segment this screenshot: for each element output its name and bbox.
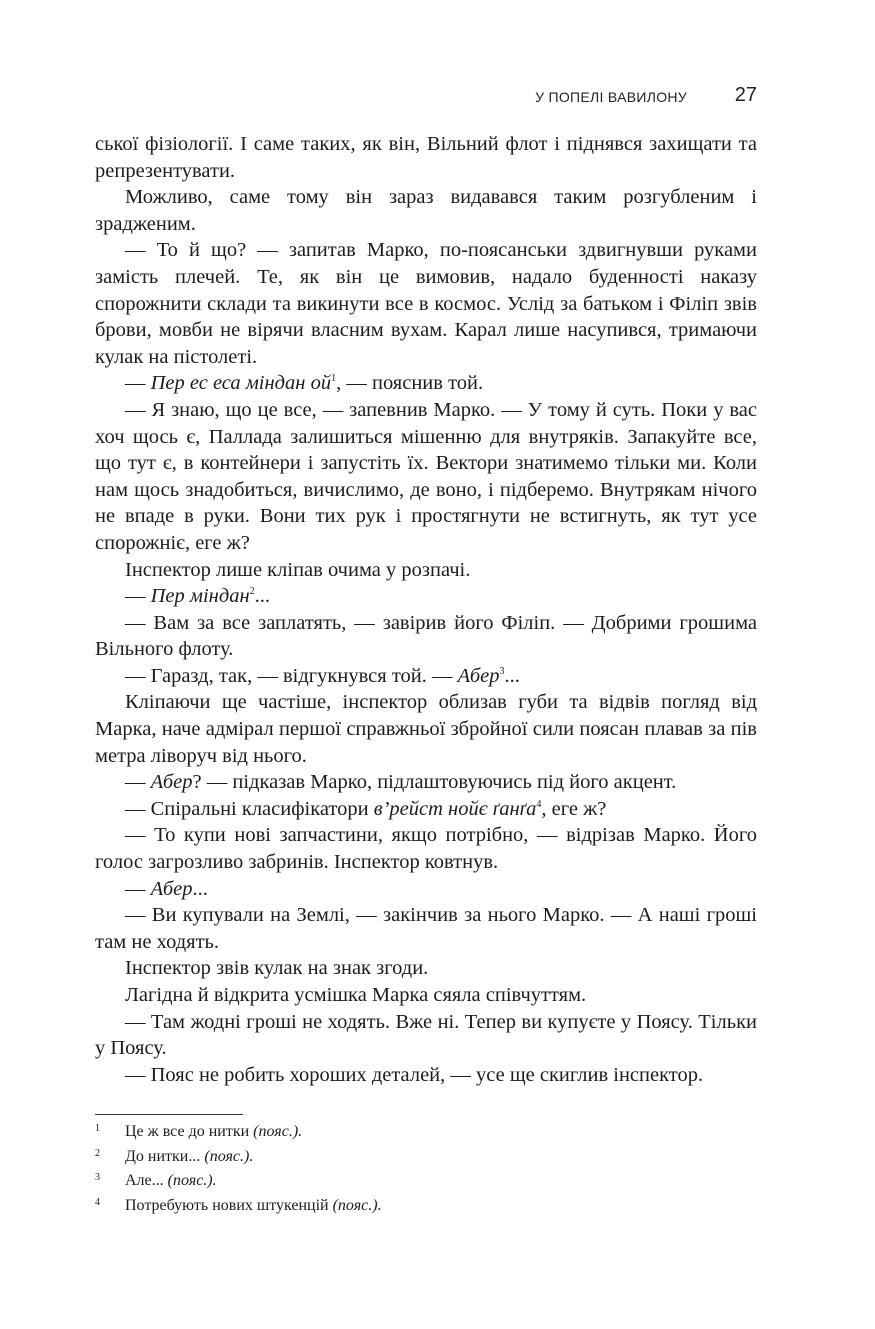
text-run: ... bbox=[192, 877, 208, 900]
body-text bbox=[95, 131, 757, 1088]
text-run: — bbox=[125, 585, 151, 608]
text-run: ... bbox=[254, 585, 271, 608]
footnote-text bbox=[125, 1169, 217, 1194]
paragraph bbox=[95, 982, 757, 1009]
text-run: — Вам за все заплатять, — завірив його Філіп. — Добрими грошима Вільного флоту. bbox=[95, 611, 757, 661]
footnote-number: 1 bbox=[95, 1123, 100, 1134]
paragraph bbox=[95, 583, 757, 610]
text-run: — Спіральні класифікатори bbox=[125, 797, 374, 820]
text-run: — Гаразд, так, — відгукнувся той. — bbox=[125, 664, 458, 687]
paragraph bbox=[95, 876, 757, 903]
text-run: — Пояс не робить хороших деталей, — усе ще скиглив інспектор. bbox=[125, 1063, 704, 1086]
footnote-number: 2 bbox=[95, 1147, 100, 1159]
footnote-language-note: (пояс.). bbox=[167, 1172, 217, 1190]
paragraph bbox=[95, 663, 757, 690]
paragraph bbox=[95, 237, 757, 370]
paragraph bbox=[95, 557, 757, 584]
italic-run: Пер міндан bbox=[150, 585, 250, 608]
italic-run: Абер bbox=[150, 771, 193, 794]
paragraph bbox=[95, 689, 757, 769]
footnote-number: 3 bbox=[95, 1172, 100, 1184]
paragraph bbox=[95, 822, 757, 875]
footnote-ref: 1 bbox=[331, 373, 337, 385]
page-header bbox=[95, 86, 757, 110]
footnote bbox=[95, 1120, 757, 1145]
paragraph bbox=[95, 370, 757, 397]
text-run: — Там жодні гроші не ходять. Вже ні. Тепер ви купуєте у Поясу. Тільки у Поясу. bbox=[95, 1010, 757, 1060]
text-run: Можливо, саме тому він зараз видавався таким розгубленим і зрадженим. bbox=[95, 186, 757, 235]
text-run: Інспектор звів кулак на знак згоди. bbox=[125, 957, 429, 980]
footnote bbox=[95, 1169, 757, 1194]
paragraph bbox=[95, 184, 757, 237]
footnote-language-note: (пояс.). bbox=[204, 1147, 254, 1165]
text-run: — bbox=[125, 877, 151, 900]
footnote-ref: 2 bbox=[249, 586, 255, 598]
italic-run: Абер bbox=[457, 664, 500, 687]
italic-run: Абер bbox=[150, 877, 193, 900]
text-run: — То й що? — запитав Марко, по-поясанськи здвигнувши руками замість плечей. Те, як він це вимовив, надало буденності наказу спорожнити склади та викинути все в космос. Услід за батьком і Філіп звів брови, мовби не вірячи власним вухам. Карал лише насупився, тримаючи кулак на пістолеті. bbox=[95, 239, 757, 368]
footnote-ref: 3 bbox=[499, 666, 505, 678]
footnote-text bbox=[125, 1145, 253, 1170]
text-run: , — пояснив той. bbox=[336, 372, 484, 395]
paragraph bbox=[95, 397, 757, 557]
text-run: — bbox=[125, 771, 151, 794]
text-run: — Ви купували на Землі, — закінчив за нього Марко. — А наші гроші там не ходять. bbox=[95, 904, 757, 953]
paragraph bbox=[95, 955, 757, 982]
page-number: 27 bbox=[734, 84, 757, 106]
footnote-translation: Але... bbox=[125, 1172, 168, 1190]
text-run: Інспектор лише кліпав очима у розпачі. bbox=[125, 558, 471, 581]
text-run: , еге ж? bbox=[541, 797, 607, 820]
footnote-translation: До нитки... bbox=[125, 1147, 205, 1165]
text-run: Кліпаючи ще частіше, інспектор облизав губи та відвів погляд від Марка, наче адмірал першої справжньої збройної сили поясан плавав за пів метра ліворуч від нього. bbox=[95, 691, 757, 767]
footnote-ref: 4 bbox=[536, 799, 542, 811]
paragraph bbox=[95, 610, 757, 663]
text-run: — То купи нові запчастини, якщо потрібно, — відрізав Марко. Його голос загрозливо забринів. Інспектор ковтнув. bbox=[95, 824, 757, 874]
italic-run: в’рейст нойє ґанґа bbox=[373, 797, 537, 820]
footnote-language-note: (пояс.). bbox=[332, 1196, 382, 1214]
paragraph bbox=[95, 131, 757, 184]
footnote-text bbox=[125, 1194, 382, 1219]
footnote-language-note: (пояс.). bbox=[253, 1123, 303, 1140]
footnote-divider bbox=[95, 1114, 243, 1115]
paragraph bbox=[95, 902, 757, 955]
footnote-number: 4 bbox=[95, 1196, 100, 1208]
text-run: ? — підказав Марко, підлаштовуючись під його акцент. bbox=[192, 771, 677, 794]
footnotes bbox=[95, 1120, 757, 1218]
footnote-translation: Це ж все до нитки bbox=[125, 1123, 254, 1140]
text-run: — bbox=[125, 372, 151, 395]
footnote bbox=[95, 1194, 757, 1219]
italic-run: Пер ес еса міндан ой bbox=[150, 372, 332, 395]
paragraph bbox=[95, 769, 757, 796]
text-run: ської фізіології. І саме таких, як він, Вільний флот і піднявся захищати та репрезентувати. bbox=[95, 133, 757, 182]
paragraph bbox=[95, 796, 757, 823]
footnote-text bbox=[125, 1120, 302, 1145]
footnote bbox=[95, 1145, 757, 1170]
paragraph bbox=[95, 1062, 757, 1089]
running-title: У ПОПЕЛІ ВАВИЛОНУ bbox=[535, 89, 687, 105]
text-run: Лагідна й відкрита усмішка Марка сяяла співчуттям. bbox=[125, 984, 587, 1006]
paragraph bbox=[95, 1009, 757, 1062]
text-run: ... bbox=[504, 664, 520, 687]
text-run: — Я знаю, що це все, — запевнив Марко. — У тому й суть. Поки у вас хоч щось є, Паллада залишиться мішенню для внутряків. Запакуйте все, що тут є, в контейнери і запустіть їх. Вектори знатимемо тільки ми. Коли нам щось знадобиться, вичислимо, де воно, і підберемо. Внутрякам нічого не впаде в руки. Вони тих рук і простягнути не встигнуть, як тут усе спорожніє, еге ж? bbox=[95, 398, 757, 554]
footnote-translation: Потребують нових штукенцій bbox=[125, 1196, 333, 1214]
